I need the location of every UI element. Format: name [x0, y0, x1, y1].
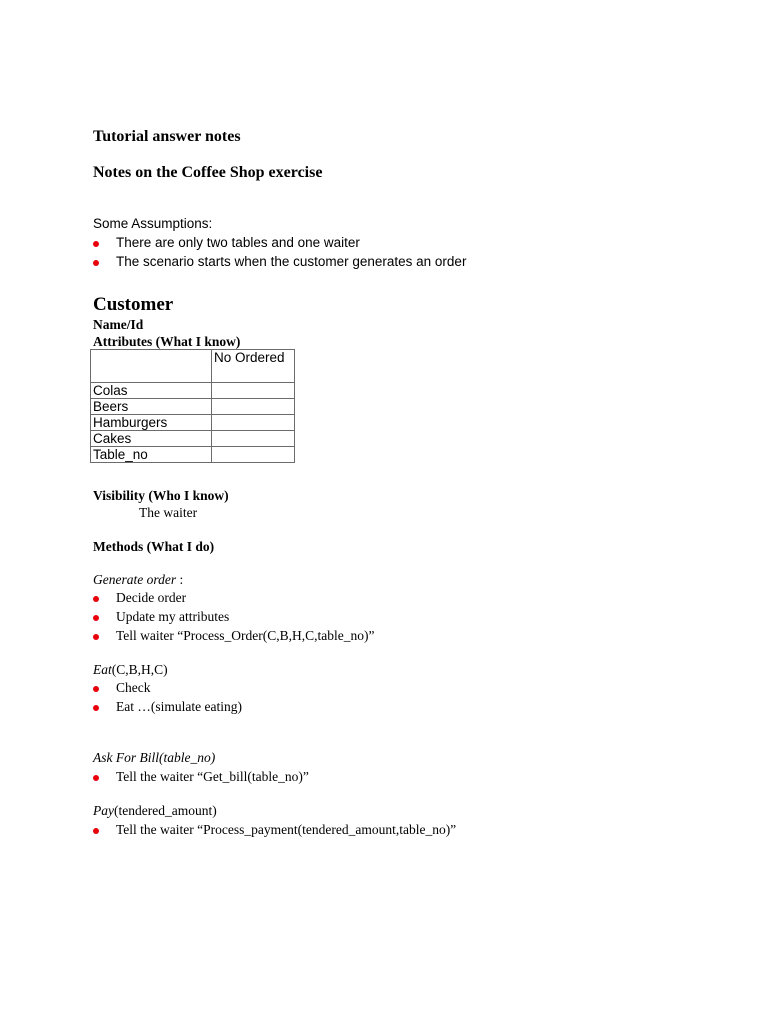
method-step: Update my attributes	[116, 609, 230, 624]
method-step: Tell waiter “Process_Order(C,B,H,C,table_no)”	[116, 628, 375, 643]
method-suffix: (C,B,H,C)	[111, 662, 168, 677]
table-row	[91, 399, 295, 415]
assumption-text: The scenario starts when the customer generates an order	[116, 254, 467, 269]
table-row	[91, 383, 295, 399]
table-row	[91, 415, 295, 431]
method-suffix: :	[176, 572, 184, 587]
table-cell	[91, 350, 212, 383]
table-cell: Hamburgers	[91, 415, 212, 431]
bullet-icon	[93, 615, 99, 621]
bullet-icon	[93, 260, 99, 266]
bullet-icon	[93, 241, 99, 247]
attributes-heading: Attributes (What I know)	[93, 334, 241, 349]
table-cell	[212, 447, 295, 463]
bullet-icon	[93, 686, 99, 692]
method-name: Ask For Bill(table_no)	[93, 750, 216, 765]
assumption-text: There are only two tables and one waiter	[116, 235, 360, 250]
method-suffix: (tendered_amount)	[114, 803, 217, 818]
method-name: Generate order	[93, 572, 177, 587]
method-step: Eat …(simulate eating)	[116, 699, 242, 714]
table-row	[91, 350, 295, 383]
customer-heading: Customer	[93, 294, 174, 315]
table-row	[91, 431, 295, 447]
bullet-icon	[93, 634, 99, 640]
table-cell	[212, 399, 295, 415]
visibility-heading: Visibility (Who I know)	[93, 488, 229, 503]
attributes-table	[90, 349, 295, 463]
table-cell	[212, 431, 295, 447]
bullet-icon	[93, 775, 99, 781]
method-title	[93, 662, 168, 678]
method-step: Tell the waiter “Process_payment(tendered_amount,table_no)”	[116, 822, 457, 837]
table-row	[91, 447, 295, 463]
doc-subtitle: Notes on the Coffee Shop exercise	[93, 164, 323, 181]
bullet-icon	[93, 828, 99, 834]
table-cell	[212, 383, 295, 399]
method-title	[93, 803, 217, 819]
method-name: Pay	[93, 803, 114, 818]
table-cell: Cakes	[91, 431, 212, 447]
table-cell	[212, 415, 295, 431]
assumptions-heading: Some Assumptions:	[93, 216, 213, 231]
bullet-icon	[93, 705, 99, 711]
bullet-icon	[93, 596, 99, 602]
method-title	[93, 572, 183, 588]
method-title	[93, 750, 215, 766]
method-step: Check	[116, 680, 151, 695]
method-step: Tell the waiter “Get_bill(table_no)”	[116, 769, 309, 784]
method-name: Eat	[93, 662, 112, 677]
method-step: Decide order	[116, 590, 187, 605]
table-cell: Colas	[91, 383, 212, 399]
table-cell: Beers	[91, 399, 212, 415]
table-cell: Table_no	[91, 447, 212, 463]
table-header-no-ordered: No Ordered	[212, 350, 295, 383]
methods-heading: Methods (What I do)	[93, 539, 215, 554]
doc-title: Tutorial answer notes	[93, 128, 241, 145]
name-id-label: Name/Id	[93, 317, 144, 332]
visibility-value: The waiter	[139, 505, 198, 520]
